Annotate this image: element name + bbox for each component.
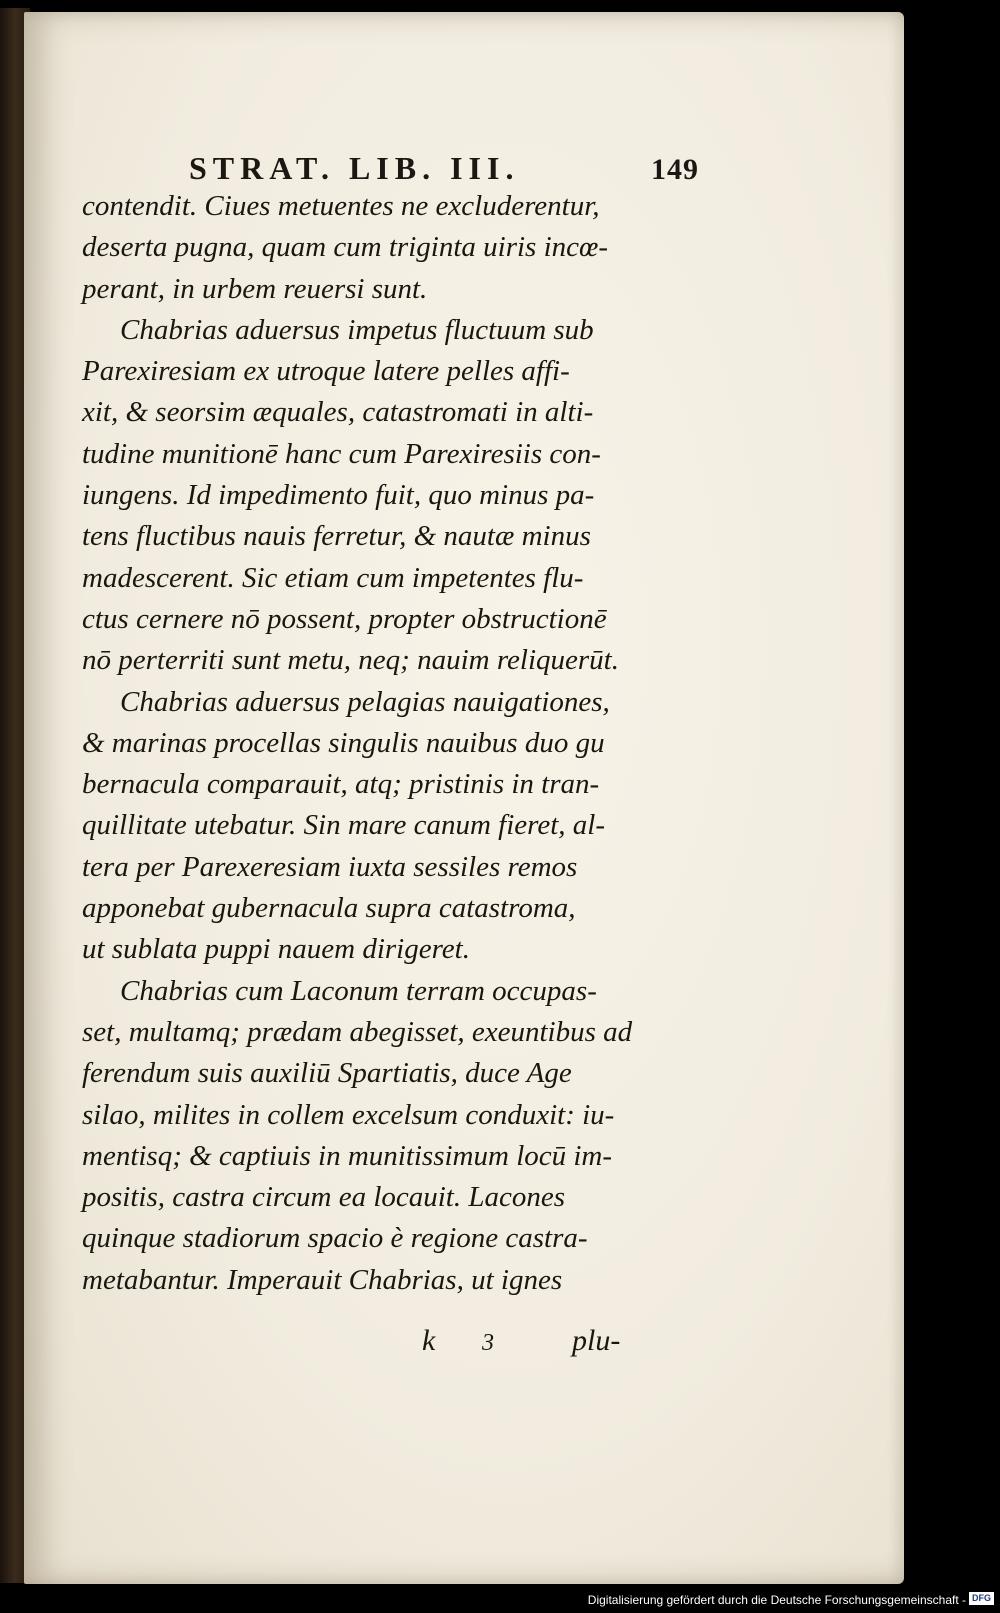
running-header [189,150,699,187]
text-line: iungens. Id impedimento fuit, quo minus pa- [82,479,595,512]
catchword: plu- [572,1324,621,1357]
text-line: Chabrias aduersus impetus fluctuum sub [120,313,594,346]
text-line: tera per Parexeresiam iuxta sessiles remos [82,850,578,883]
text-line: ctus cernere nō possent, propter obstructionē [82,602,607,635]
text-line: set, multamq; prædam abegisset, exeuntibus ad [82,1015,633,1048]
text-line: mentisq; & captiuis in munitissimum locū im- [82,1139,613,1172]
book-page [24,12,904,1584]
footer-bar [0,1585,1000,1613]
text-line: madescerent. Sic etiam cum impetentes flu- [82,561,584,594]
signature-mark: k [422,1324,436,1357]
text-line: & marinas procellas singulis nauibus duo gu [82,726,605,759]
body-text [82,186,694,1301]
text-line: tudine munitionē hanc cum Parexiresiis con- [82,437,601,470]
text-line: quillitate utebatur. Sin mare canum fieret, al- [82,809,606,842]
text-line: positis, castra circum ea locauit. Lacones [82,1181,566,1214]
text-line: silao, milites in collem excelsum conduxit: iu- [82,1098,615,1131]
text-line: bernacula comparauit, atq; pristinis in tran- [82,768,600,801]
text-line: ferendum suis auxiliū Spartiatis, duce Age [82,1057,572,1090]
funding-credit: Digitalisierung gefördert durch die Deutsche Forschungsgemeinschaft - [587,1593,966,1607]
text-line: contendit. Ciues metuentes ne excluderentur, [82,190,600,222]
page-number: 149 [651,153,699,186]
text-line: deserta pugna, quam cum triginta uiris incœ- [82,231,609,264]
text-line: perant, in urbem reuersi sunt. [82,272,428,305]
text-line: metabantur. Imperauit Chabrias, ut ignes [82,1263,563,1296]
dfg-logo: DFG [969,1592,994,1605]
text-line: Chabrias cum Laconum terram occupas- [120,974,597,1007]
text-line: Chabrias aduersus pelagias nauigationes, [120,685,610,718]
text-line: quinque stadiorum spacio è regione castra- [82,1222,588,1255]
text-line: apponebat gubernacula supra catastroma, [82,892,576,925]
text-line: Parexiresiam ex utroque latere pelles affi- [82,355,570,388]
text-line: ut sublata puppi nauem dirigeret. [82,933,470,966]
running-title: STRAT. LIB. III. [189,150,520,186]
signature-number: 3 [482,1330,494,1356]
text-line: xit, & seorsim æquales, catastromati in alti- [82,396,594,429]
text-line: nō perterriti sunt metu, neq; nauim reliquerūt. [82,644,619,677]
text-line: tens fluctibus nauis ferretur, & nautæ minus [82,520,591,553]
